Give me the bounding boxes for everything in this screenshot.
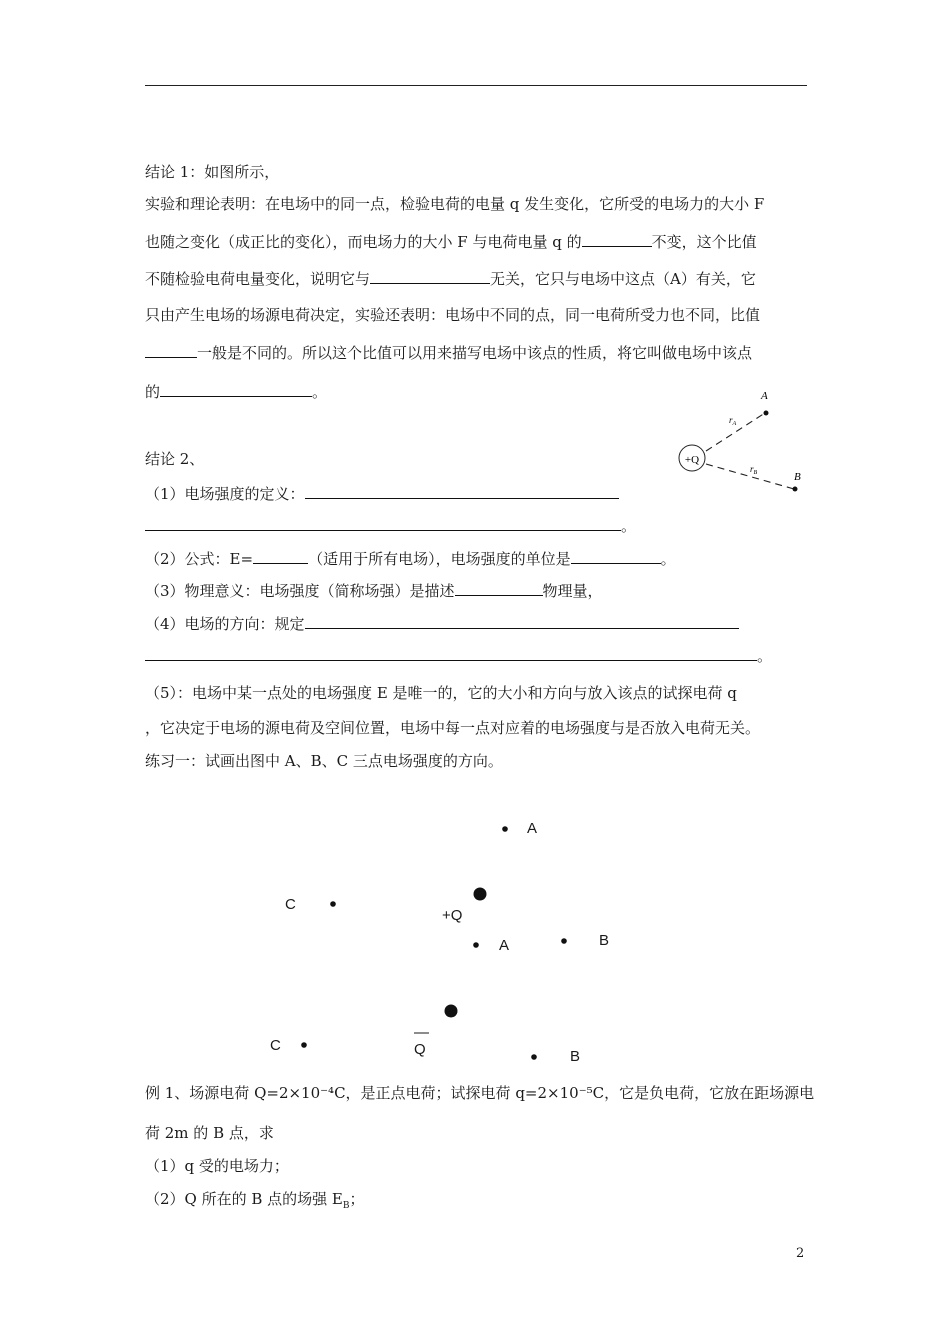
physical-meaning-line: （3）物理意义：电场强度（简称场强）是描述 物理量， bbox=[145, 582, 603, 600]
example-1-question-1: （1）q 受的电场力； bbox=[145, 1157, 289, 1175]
bottom-point-c-dot bbox=[301, 1042, 307, 1048]
bottom-point-a-dot bbox=[473, 942, 479, 948]
conclusion-1-line-1: 实验和理论表明：在电场中的同一点，检验电荷的电量 q 发生变化，它所受的电场力的大小 F bbox=[145, 195, 765, 213]
top-point-c-dot bbox=[330, 901, 336, 907]
conclusion-1-title: 结论 1：如图所示， bbox=[145, 163, 280, 181]
exercise-1: 练习一：试画出图中 A、B、C 三点电场强度的方向。 bbox=[145, 752, 503, 770]
top-label-c: C bbox=[285, 896, 296, 913]
point5-line-1: （5）：电场中某一点处的电场强度 E 是唯一的，它的大小和方向与放入该点的试探电荷 q bbox=[145, 684, 737, 702]
conclusion-2-title: 结论 2、 bbox=[145, 450, 205, 468]
page-number: 2 bbox=[796, 1246, 805, 1261]
point-a-label: A bbox=[761, 390, 768, 402]
point5-line-2: ，它决定于电场的源电荷及空间位置，电场中每一点对应着的电场强度与是否放入电荷无关。 bbox=[145, 719, 761, 737]
conclusion-1-line-6: 的 。 bbox=[145, 383, 328, 401]
bottom-label-b: B bbox=[570, 1048, 581, 1065]
bottom-label-c: C bbox=[270, 1037, 281, 1054]
distance-a-label: $r_A$ bbox=[729, 415, 737, 427]
bottom-point-b-dot bbox=[531, 1054, 537, 1060]
conclusion-1-line-5: 一般是不同的。所以这个比值可以用来描写电场中该点的性质，将它叫做电场中该点 bbox=[145, 342, 752, 363]
point-b-label: B bbox=[794, 471, 801, 483]
positive-charge-dot bbox=[474, 888, 487, 901]
negative-charge-dot bbox=[445, 1005, 458, 1018]
label-a-2: A bbox=[499, 937, 510, 954]
example-1-line-1: 例 1、场源电荷 Q=2×10⁻⁴C，是正点电荷；试探电荷 q=2×10⁻⁵C，它是负电荷，它放在距场源电 bbox=[145, 1084, 815, 1102]
example-1-line-2: 荷 2m 的 B 点，求 bbox=[145, 1124, 274, 1142]
top-point-b-dot bbox=[561, 938, 567, 944]
conclusion-1-line-4: 只由产生电场的场源电荷决定，实验还表明：电场中不同的点，同一电荷所受力也不同，比值 bbox=[145, 306, 761, 324]
direction-line: （4）电场的方向：规定 bbox=[145, 613, 739, 634]
top-label-a: A bbox=[527, 820, 538, 837]
example-1-question-2: （2）Q 所在的 B 点的场强 $E_B$； bbox=[145, 1190, 365, 1211]
conclusion-1-line-3: 不随检验电荷电量变化，说明它与 无关，它只与电场中这点（A）有关，它 bbox=[145, 270, 756, 288]
conclusion-1-line-2: 也随之变化（成正比的变化），而电场力的大小 F 与电荷电量 q 的 不变，这个比值 bbox=[145, 233, 757, 251]
top-point-a-dot bbox=[502, 826, 508, 832]
negative-charge-label: —Q bbox=[414, 1024, 429, 1058]
top-label-b: B bbox=[599, 932, 610, 949]
direction-line-2: 。 bbox=[145, 645, 772, 666]
definition-line-2: 。 bbox=[145, 515, 636, 536]
positive-charge-label: +Q bbox=[442, 907, 463, 924]
formula-line: （2）公式：E= （适用于所有电场），电场强度的单位是 。 bbox=[145, 550, 676, 568]
source-charge-label: +Q bbox=[684, 454, 700, 466]
definition-line: （1）电场强度的定义： bbox=[145, 483, 619, 504]
distance-b-label: $r_B$ bbox=[750, 464, 758, 476]
